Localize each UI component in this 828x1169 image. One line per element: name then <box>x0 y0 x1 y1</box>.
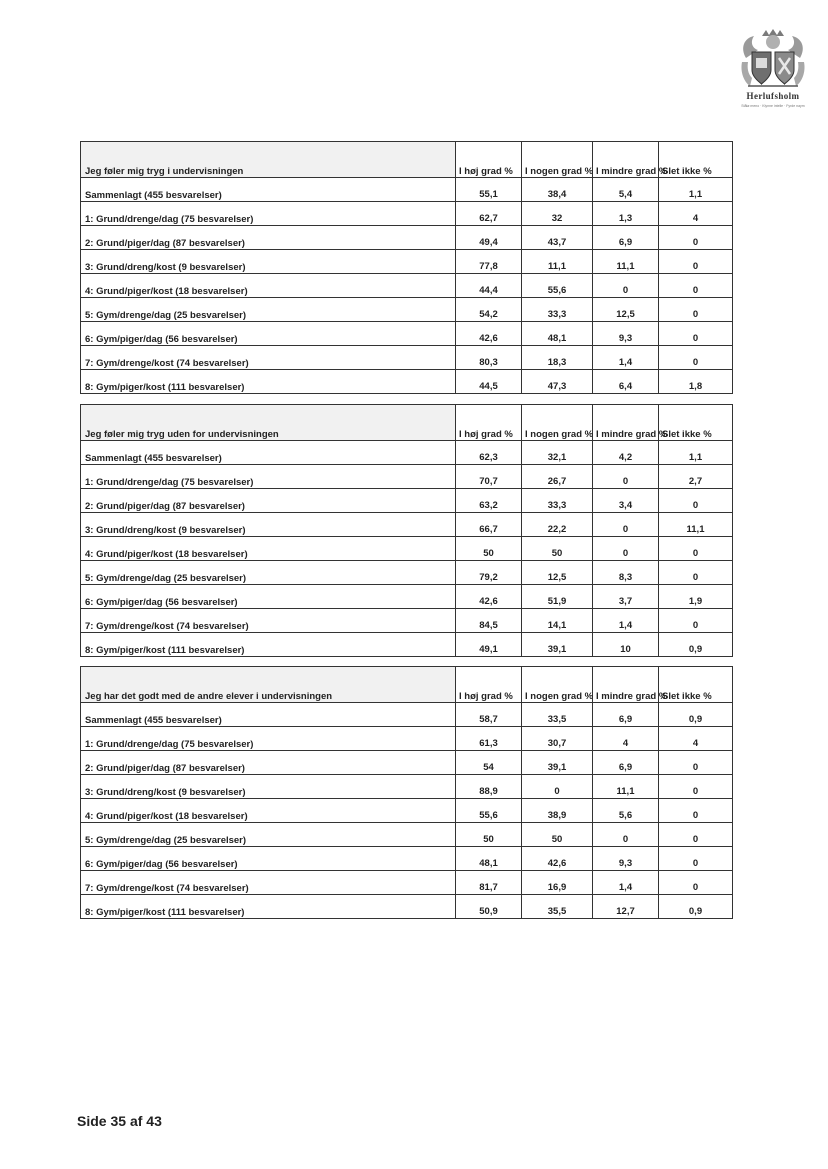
row-label: 4: Grund/piger/kost (18 besvarelser) <box>81 274 456 298</box>
table-row <box>81 609 733 633</box>
table-row <box>81 202 733 226</box>
row-label: 5: Gym/drenge/dag (25 besvarelser) <box>81 823 456 847</box>
percentage-cell: 51,9 <box>522 585 593 609</box>
survey-table <box>80 404 733 657</box>
percentage-cell: 6,9 <box>593 226 659 250</box>
row-label: 2: Grund/piger/dag (87 besvarelser) <box>81 489 456 513</box>
table-row <box>81 823 733 847</box>
percentage-cell: 32,1 <box>522 441 593 465</box>
percentage-cell: 12,7 <box>593 895 659 919</box>
percentage-cell: 3,7 <box>593 585 659 609</box>
survey-table <box>80 141 733 394</box>
percentage-cell: 50 <box>456 537 522 561</box>
row-label: 2: Grund/piger/dag (87 besvarelser) <box>81 226 456 250</box>
percentage-cell: 0 <box>659 847 733 871</box>
column-header: I mindre grad % <box>593 142 659 178</box>
percentage-cell: 1,4 <box>593 346 659 370</box>
question-header: Jeg har det godt med de andre elever i undervisningen <box>81 667 456 703</box>
percentage-cell: 0 <box>659 274 733 298</box>
percentage-cell: 55,1 <box>456 178 522 202</box>
percentage-cell: 0 <box>593 274 659 298</box>
percentage-cell: 49,1 <box>456 633 522 657</box>
percentage-cell: 33,5 <box>522 703 593 727</box>
percentage-cell: 62,7 <box>456 202 522 226</box>
percentage-cell: 50 <box>522 823 593 847</box>
percentage-cell: 4 <box>593 727 659 751</box>
percentage-cell: 1,1 <box>659 441 733 465</box>
percentage-cell: 55,6 <box>522 274 593 298</box>
percentage-cell: 5,4 <box>593 178 659 202</box>
percentage-cell: 49,4 <box>456 226 522 250</box>
percentage-cell: 50,9 <box>456 895 522 919</box>
percentage-cell: 0 <box>659 871 733 895</box>
page-current: 35 <box>110 1113 127 1129</box>
table-row <box>81 346 733 370</box>
percentage-cell: 80,3 <box>456 346 522 370</box>
percentage-cell: 54,2 <box>456 298 522 322</box>
percentage-cell: 22,2 <box>522 513 593 537</box>
coat-of-arms-icon <box>736 28 810 90</box>
row-label: Sammenlagt (455 besvarelser) <box>81 178 456 202</box>
table-row <box>81 178 733 202</box>
table-row <box>81 871 733 895</box>
row-label: 8: Gym/piger/kost (111 besvarelser) <box>81 633 456 657</box>
percentage-cell: 0,9 <box>659 703 733 727</box>
table-row <box>81 895 733 919</box>
percentage-cell: 0,9 <box>659 633 733 657</box>
percentage-cell: 43,7 <box>522 226 593 250</box>
percentage-cell: 2,7 <box>659 465 733 489</box>
table-row <box>81 775 733 799</box>
logo-motto: Stålø meno · Klynne intelle · Fyrde naym <box>741 104 805 108</box>
column-header: I nogen grad % <box>522 667 593 703</box>
table-row <box>81 489 733 513</box>
percentage-cell: 48,1 <box>456 847 522 871</box>
percentage-cell: 1,4 <box>593 609 659 633</box>
percentage-cell: 0 <box>593 537 659 561</box>
percentage-cell: 55,6 <box>456 799 522 823</box>
percentage-cell: 1,1 <box>659 178 733 202</box>
percentage-cell: 12,5 <box>522 561 593 585</box>
percentage-cell: 62,3 <box>456 441 522 465</box>
page-label: Side <box>77 1113 107 1129</box>
percentage-cell: 4 <box>659 202 733 226</box>
percentage-cell: 0 <box>659 561 733 585</box>
table-row <box>81 274 733 298</box>
percentage-cell: 35,5 <box>522 895 593 919</box>
row-label: 1: Grund/drenge/dag (75 besvarelser) <box>81 465 456 489</box>
question-header: Jeg føler mig tryg uden for undervisningen <box>81 405 456 441</box>
percentage-cell: 63,2 <box>456 489 522 513</box>
percentage-cell: 88,9 <box>456 775 522 799</box>
percentage-cell: 77,8 <box>456 250 522 274</box>
table-row <box>81 513 733 537</box>
row-label: 4: Grund/piger/kost (18 besvarelser) <box>81 537 456 561</box>
percentage-cell: 18,3 <box>522 346 593 370</box>
row-label: 6: Gym/piger/dag (56 besvarelser) <box>81 585 456 609</box>
table-row <box>81 537 733 561</box>
row-label: 2: Grund/piger/dag (87 besvarelser) <box>81 751 456 775</box>
percentage-cell: 3,4 <box>593 489 659 513</box>
percentage-cell: 9,3 <box>593 322 659 346</box>
percentage-cell: 61,3 <box>456 727 522 751</box>
survey-table <box>80 666 733 919</box>
percentage-cell: 54 <box>456 751 522 775</box>
percentage-cell: 84,5 <box>456 609 522 633</box>
table-header-row <box>81 142 733 178</box>
table-row <box>81 298 733 322</box>
percentage-cell: 6,9 <box>593 751 659 775</box>
percentage-cell: 11,1 <box>659 513 733 537</box>
percentage-cell: 32 <box>522 202 593 226</box>
percentage-cell: 0 <box>659 751 733 775</box>
page-number <box>77 1113 162 1129</box>
row-label: 6: Gym/piger/dag (56 besvarelser) <box>81 322 456 346</box>
percentage-cell: 16,9 <box>522 871 593 895</box>
column-header: I mindre grad % <box>593 667 659 703</box>
percentage-cell: 11,1 <box>593 775 659 799</box>
table-row <box>81 370 733 394</box>
column-header: Slet ikke % <box>659 142 733 178</box>
row-label: 1: Grund/drenge/dag (75 besvarelser) <box>81 202 456 226</box>
percentage-cell: 0 <box>659 298 733 322</box>
row-label: 3: Grund/dreng/kost (9 besvarelser) <box>81 513 456 537</box>
herlufsholm-logo <box>736 28 810 118</box>
percentage-cell: 4 <box>659 727 733 751</box>
percentage-cell: 0 <box>659 250 733 274</box>
column-header: I høj grad % <box>456 405 522 441</box>
percentage-cell: 26,7 <box>522 465 593 489</box>
percentage-cell: 39,1 <box>522 633 593 657</box>
row-label: 8: Gym/piger/kost (111 besvarelser) <box>81 370 456 394</box>
percentage-cell: 79,2 <box>456 561 522 585</box>
percentage-cell: 12,5 <box>593 298 659 322</box>
percentage-cell: 48,1 <box>522 322 593 346</box>
column-header: I nogen grad % <box>522 142 593 178</box>
table-row <box>81 561 733 585</box>
table-row <box>81 751 733 775</box>
table-header-row <box>81 405 733 441</box>
percentage-cell: 70,7 <box>456 465 522 489</box>
row-label: 5: Gym/drenge/dag (25 besvarelser) <box>81 561 456 585</box>
table-row <box>81 847 733 871</box>
percentage-cell: 42,6 <box>522 847 593 871</box>
row-label: 6: Gym/piger/dag (56 besvarelser) <box>81 847 456 871</box>
percentage-cell: 0,9 <box>659 895 733 919</box>
percentage-cell: 0 <box>593 465 659 489</box>
row-label: 7: Gym/drenge/kost (74 besvarelser) <box>81 609 456 633</box>
table-row <box>81 441 733 465</box>
row-label: Sammenlagt (455 besvarelser) <box>81 703 456 727</box>
table-header-row <box>81 667 733 703</box>
percentage-cell: 0 <box>659 537 733 561</box>
percentage-cell: 38,9 <box>522 799 593 823</box>
row-label: 1: Grund/drenge/dag (75 besvarelser) <box>81 727 456 751</box>
percentage-cell: 9,3 <box>593 847 659 871</box>
percentage-cell: 0 <box>659 346 733 370</box>
row-label: 4: Grund/piger/kost (18 besvarelser) <box>81 799 456 823</box>
percentage-cell: 50 <box>456 823 522 847</box>
percentage-cell: 0 <box>659 322 733 346</box>
percentage-cell: 30,7 <box>522 727 593 751</box>
percentage-cell: 50 <box>522 537 593 561</box>
logo-wordmark: Herlufsholm <box>746 91 800 101</box>
percentage-cell: 0 <box>659 489 733 513</box>
table-row <box>81 226 733 250</box>
percentage-cell: 1,4 <box>593 871 659 895</box>
percentage-cell: 0 <box>659 226 733 250</box>
table-row <box>81 633 733 657</box>
percentage-cell: 0 <box>593 823 659 847</box>
row-label: 3: Grund/dreng/kost (9 besvarelser) <box>81 775 456 799</box>
percentage-cell: 33,3 <box>522 489 593 513</box>
row-label: 7: Gym/drenge/kost (74 besvarelser) <box>81 871 456 895</box>
table-row <box>81 465 733 489</box>
percentage-cell: 44,5 <box>456 370 522 394</box>
page-total: 43 <box>146 1113 162 1129</box>
percentage-cell: 10 <box>593 633 659 657</box>
percentage-cell: 66,7 <box>456 513 522 537</box>
column-header: Slet ikke % <box>659 667 733 703</box>
column-header: I nogen grad % <box>522 405 593 441</box>
percentage-cell: 8,3 <box>593 561 659 585</box>
percentage-cell: 11,1 <box>522 250 593 274</box>
row-label: 7: Gym/drenge/kost (74 besvarelser) <box>81 346 456 370</box>
table-row <box>81 250 733 274</box>
percentage-cell: 42,6 <box>456 322 522 346</box>
question-header: Jeg føler mig tryg i undervisningen <box>81 142 456 178</box>
percentage-cell: 81,7 <box>456 871 522 895</box>
row-label: 8: Gym/piger/kost (111 besvarelser) <box>81 895 456 919</box>
percentage-cell: 47,3 <box>522 370 593 394</box>
column-header: I høj grad % <box>456 667 522 703</box>
percentage-cell: 33,3 <box>522 298 593 322</box>
percentage-cell: 6,4 <box>593 370 659 394</box>
percentage-cell: 1,3 <box>593 202 659 226</box>
table-row <box>81 585 733 609</box>
percentage-cell: 1,8 <box>659 370 733 394</box>
row-label: Sammenlagt (455 besvarelser) <box>81 441 456 465</box>
percentage-cell: 44,4 <box>456 274 522 298</box>
page-separator: af <box>129 1113 143 1129</box>
percentage-cell: 0 <box>659 775 733 799</box>
row-label: 3: Grund/dreng/kost (9 besvarelser) <box>81 250 456 274</box>
percentage-cell: 1,9 <box>659 585 733 609</box>
percentage-cell: 0 <box>659 609 733 633</box>
percentage-cell: 42,6 <box>456 585 522 609</box>
percentage-cell: 0 <box>593 513 659 537</box>
table-row <box>81 799 733 823</box>
percentage-cell: 14,1 <box>522 609 593 633</box>
percentage-cell: 11,1 <box>593 250 659 274</box>
column-header: I mindre grad % <box>593 405 659 441</box>
percentage-cell: 58,7 <box>456 703 522 727</box>
percentage-cell: 4,2 <box>593 441 659 465</box>
column-header: I høj grad % <box>456 142 522 178</box>
percentage-cell: 6,9 <box>593 703 659 727</box>
table-row <box>81 322 733 346</box>
percentage-cell: 0 <box>659 823 733 847</box>
percentage-cell: 5,6 <box>593 799 659 823</box>
table-row <box>81 703 733 727</box>
table-row <box>81 727 733 751</box>
percentage-cell: 38,4 <box>522 178 593 202</box>
percentage-cell: 0 <box>522 775 593 799</box>
percentage-cell: 0 <box>659 799 733 823</box>
row-label: 5: Gym/drenge/dag (25 besvarelser) <box>81 298 456 322</box>
percentage-cell: 39,1 <box>522 751 593 775</box>
column-header: Slet ikke % <box>659 405 733 441</box>
